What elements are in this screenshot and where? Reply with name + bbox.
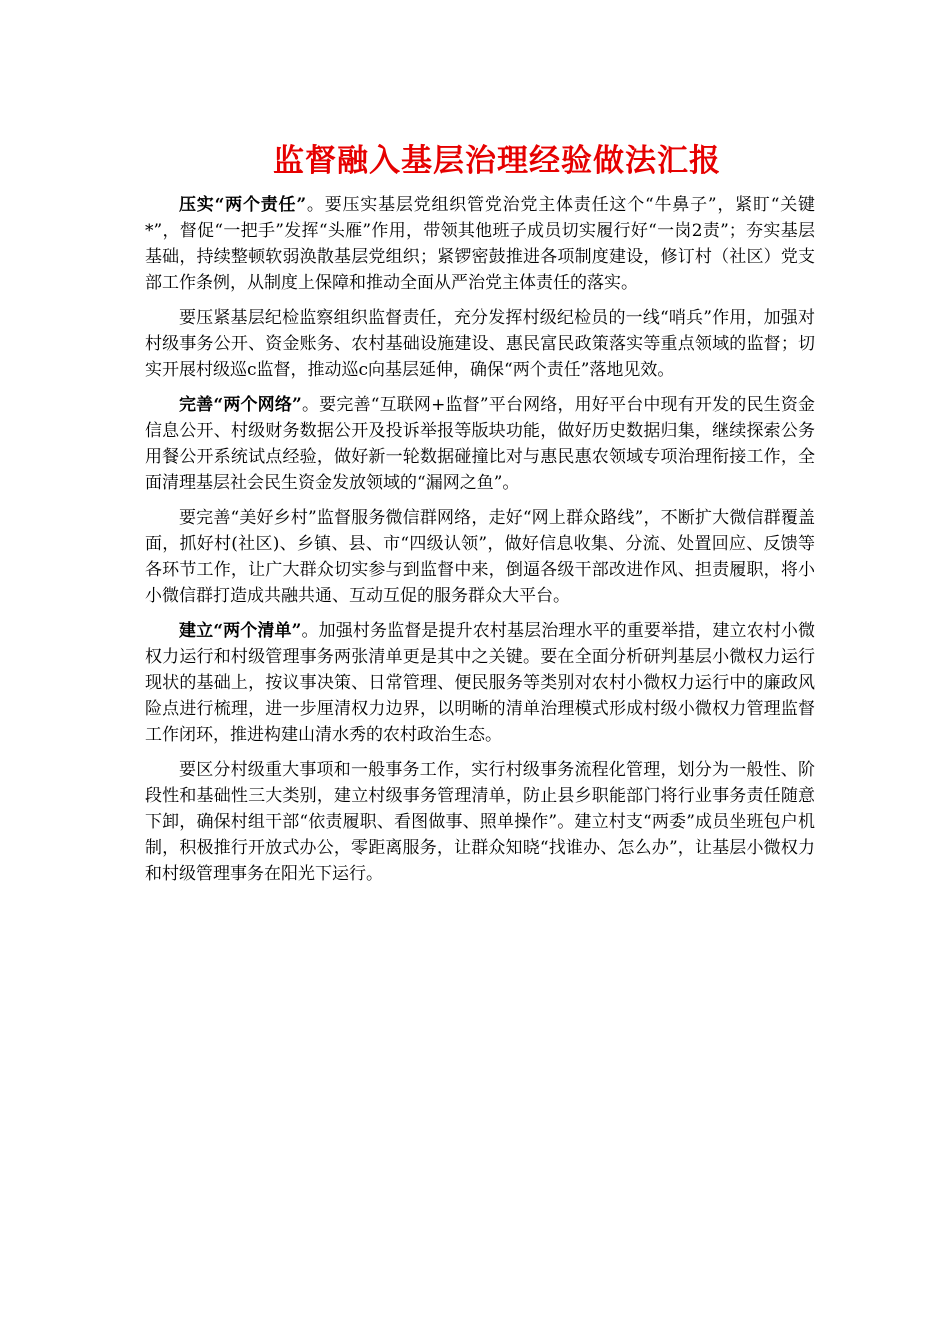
document-page [145, 138, 815, 896]
paragraph-4 [145, 505, 815, 609]
paragraph-4-text: 要完善“美好乡村”监督服务微信群网络，走好“网上群众路线”，不断扩大微信群覆盖面，抓好村(社区)、乡镇、县、市“四级认领”，做好信息收集、分流、处置回应、反馈等各环节工作，让广大群众切实参与到监督中来，倒逼各级干部改进作风、担责履职，将小小微信群打造成共融共通、互动互促的服务群众大平台。 [145, 508, 815, 606]
paragraph-3 [145, 392, 815, 496]
section-heading-3: 建立“两个清单” [179, 621, 302, 641]
paragraph-1 [145, 192, 815, 296]
paragraph-2-text: 要压紧基层纪检监察组织监督责任，充分发挥村级纪检员的一线“哨兵”作用，加强对村级事务公开、资金账务、农村基础设施建设、惠民富民政策落实等重点领域的监督；切实开展村级巡c监督，推动巡c向基层延伸，确保“两个责任”落地见效。 [145, 308, 815, 380]
paragraph-6 [145, 757, 815, 887]
section-heading-2: 完善“两个网络” [179, 395, 302, 415]
paragraph-5 [145, 618, 815, 748]
paragraph-5-text: 。加强村务监督是提升农村基层治理水平的重要举措，建立农村小微权力运行和村级管理事务两张清单更是其中之关键。要在全面分析研判基层小微权力运行现状的基础上，按议事决策、日常管理、便民服务等类别对农村小微权力运行中的廉政风险点进行梳理，进一步厘清权力边界，以明晰的清单治理模式形成村级小微权力管理监督工作闭环，推进构建山清水秀的农村政治生态。 [145, 621, 816, 745]
paragraph-1-text: 。要压实基层党组织管党治党主体责任这个“牛鼻子”，紧盯“关键*”，督促“一把手”发挥“头雁”作用，带领其他班子成员切实履行好“一岗2责”；夯实基层基础，持续整顿软弱涣散基层党组织；紧锣密鼓推进各项制度建设，修订村（社区）党支部工作条例，从制度上保障和推动全面从严治党主体责任的落实。 [145, 195, 816, 293]
document-title: 监督融入基层治理经验做法汇报 [273, 143, 721, 179]
paragraph-3-text: 。要完善“互联网+监督”平台网络，用好平台中现有开发的民生资金信息公开、村级财务数据公开及投诉举报等版块功能，做好历史数据归集，继续探索公务用餐公开系统试点经验，做好新一轮数据碰撞比对与惠民惠农领域专项治理衔接工作，全面清理基层社会民生资金发放领域的“漏网之鱼”。 [145, 395, 815, 493]
paragraph-6-text: 要区分村级重大事项和一般事务工作，实行村级事务流程化管理，划分为一般性、阶段性和基础性三大类别，建立村级事务管理清单，防止县乡职能部门将行业事务责任随意下卸，确保村组干部“依责履职、看图做事、照单操作”。建立村支“两委”成员坐班包户机制，积极推行开放式办公，零距离服务，让群众知晓“找谁办、怎么办”，让基层小微权力和村级管理事务在阳光下运行。 [145, 760, 815, 884]
section-heading-1: 压实“两个责任” [179, 195, 307, 215]
paragraph-2 [145, 305, 815, 383]
